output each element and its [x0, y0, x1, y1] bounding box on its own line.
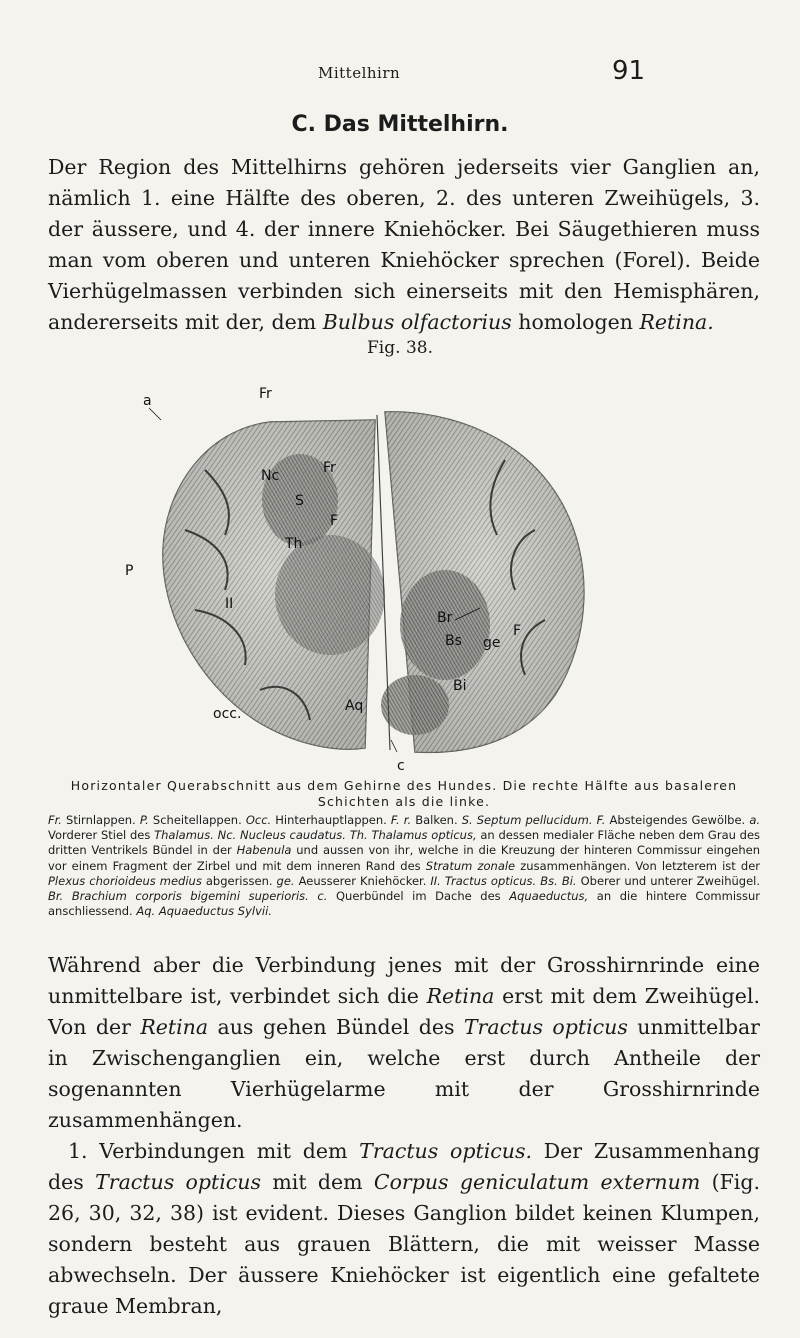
paragraph-run: Tractus opticus: [463, 1015, 628, 1039]
intro-run: Retina.: [639, 310, 714, 334]
figure-label: Fig. 38.: [367, 338, 433, 358]
paragraph-run: 1. Verbindungen mit dem: [68, 1139, 360, 1163]
figure-caption: [48, 778, 760, 919]
legend-run: Septum pellucidum.: [476, 813, 593, 827]
label-fr-inner: Fr: [323, 460, 336, 476]
legend-run: P.: [139, 813, 149, 827]
legend-run: Absteigendes Gewölbe.: [605, 813, 750, 827]
legend-run: Scheitellappen.: [148, 813, 246, 827]
label-bs: Bs: [445, 633, 462, 649]
paragraph-run: mit dem: [261, 1170, 374, 1194]
legend-run: Aeusserer Kniehöcker.: [294, 873, 431, 888]
label-c: c: [397, 758, 405, 774]
legend-run: Occ.: [245, 813, 272, 827]
paragraph-run: Retina: [140, 1015, 209, 1039]
legend-run: Aquaeductus,: [509, 889, 589, 904]
paragraph-run: Der Zusammenhang des: [48, 1139, 760, 1194]
intro-paragraph: [48, 152, 760, 338]
label-occ: occ.: [213, 706, 242, 722]
brain-section-figure: [85, 360, 725, 775]
legend-run: und aussen von ihr, welche in die Kreuzung der hinteren Commissur eingehen vor einem Fragment der Zirbel und mit dem inneren Rand des: [48, 843, 760, 873]
legend-run: Oberer und unterer Zweihügel.: [576, 873, 761, 888]
paragraph-run: aus gehen Bündel des: [208, 1015, 464, 1039]
legend-run: Tractus opticus.: [444, 873, 537, 888]
paragraph-run: Tractus opticus.: [359, 1139, 532, 1163]
intro-run: Bulbus olfactorius: [322, 310, 512, 334]
legend-run: an dessen medialer Fläche neben dem Grau des dritten Ventrikels Bündel in der: [48, 828, 761, 858]
label-fr: Fr: [259, 386, 272, 402]
label-ge: ge: [483, 635, 501, 651]
legend-run: Brachium corporis bigemini superioris.: [71, 889, 309, 904]
label-s: S: [295, 493, 304, 509]
legend-run: Bs.: [540, 873, 558, 888]
intro-text: [48, 152, 760, 338]
legend-run: S.: [461, 813, 473, 827]
paragraph: [48, 1136, 760, 1322]
legend-run: Fr.: [48, 813, 62, 827]
paragraph-run: Während aber die Verbindung jenes mit der Grosshirnrinde eine unmittelbare ist, verbindet sich die: [48, 953, 760, 1008]
paragraph-run: Corpus geniculatum externum: [373, 1170, 701, 1194]
label-br: Br: [437, 610, 453, 626]
paragraph-run: erst mit dem Zweihügel. Von der: [48, 984, 760, 1039]
paragraph: [48, 950, 760, 1136]
legend-run: an die hintere Commissur anschliessend.: [48, 889, 761, 919]
legend-run: Nucleus caudatus.: [239, 828, 346, 843]
legend-run: F.: [596, 813, 606, 827]
legend-run: Th.: [349, 828, 368, 843]
legend-run: zusammenhängen. Von letzterem ist der: [515, 858, 760, 873]
legend-run: Thalamus opticus,: [371, 828, 477, 843]
page-number: 91: [612, 56, 646, 86]
legend-run: Bi.: [561, 873, 577, 888]
legend-run: abgerissen.: [201, 873, 277, 888]
legend-run: Habenula: [236, 843, 292, 858]
legend-run: Vorderer Stiel des: [48, 828, 155, 843]
running-head: [0, 56, 800, 92]
legend-run: [63, 889, 72, 903]
legend-run: Br.: [48, 889, 64, 904]
label-aq: Aq: [345, 698, 364, 714]
label-nc: Nc: [261, 468, 280, 484]
paragraph-run: Tractus opticus: [95, 1170, 262, 1194]
section-heading: C. Das Mittelhirn.: [291, 112, 509, 137]
legend-run: F. r.: [390, 813, 412, 827]
legend-run: Hinterhauptlappen.: [271, 813, 391, 827]
legend-run: ge.: [276, 873, 295, 888]
paragraph-run: Retina: [426, 984, 495, 1008]
label-f-prime: F: [330, 513, 339, 529]
label-f: F: [513, 623, 522, 639]
legend-run: Aq.: [136, 904, 156, 919]
caption-title: Horizontaler Querabschnitt aus dem Gehirne des Hundes. Die rechte Hälfte aus basaleren Schichten als die linke.: [70, 778, 738, 809]
paragraph-run: (Fig. 26, 30, 32, 38) ist evident. Dieses Ganglion bildet keinen Klumpen, sondern besteht aus grauen Blättern, die mit weisser Masse abwechseln. Der äussere Kniehöcker ist eigentlich eine gefaltete graue Membran,: [48, 1170, 760, 1318]
legend-run: Querbündel im Dache des: [327, 889, 510, 904]
label-bi: Bi: [453, 678, 467, 694]
legend-run: Aquaeductus Sylvii.: [158, 904, 272, 919]
legend-run: Stirnlappen.: [61, 813, 140, 827]
intro-run: homologen: [511, 310, 640, 334]
label-p: P: [125, 563, 134, 579]
legend-run: Nc.: [217, 828, 237, 843]
legend-run: a.: [749, 813, 761, 827]
legend-run: II.: [430, 873, 441, 888]
legend-run: Thalamus.: [154, 828, 214, 843]
caption-legend: [48, 813, 760, 919]
paragraph-run: unmittelbar in Zwischenganglien ein, welche erst durch Antheile der sogenannten Vierhügelarme mit der Grosshirnrinde zusammenhängen.: [48, 1015, 760, 1132]
continued-text: [48, 950, 760, 1322]
label-th: Th: [285, 536, 303, 552]
legend-run: Plexus chorioideus medius: [48, 873, 202, 888]
running-title: Mittelhirn: [318, 64, 401, 82]
legend-run: c.: [317, 889, 328, 904]
intro-run: Der Region des Mittelhirns gehören jederseits vier Ganglien an, nämlich 1. eine Hälfte des oberen, 2. des unteren Zweihügels, 3. der äussere, und 4. der innere Kniehöcker. Bei Säugethieren muss man vom oberen und unteren Kniehöcker sprechen (Forel). Beide Vierhügelmassen verbinden sich einerseits mit den Hemisphären, andererseits mit der, dem: [48, 155, 760, 334]
legend-run: Stratum zonale: [425, 858, 516, 873]
label-ii: II: [225, 596, 234, 612]
label-a: a: [143, 393, 152, 409]
legend-run: Balken.: [411, 813, 462, 827]
